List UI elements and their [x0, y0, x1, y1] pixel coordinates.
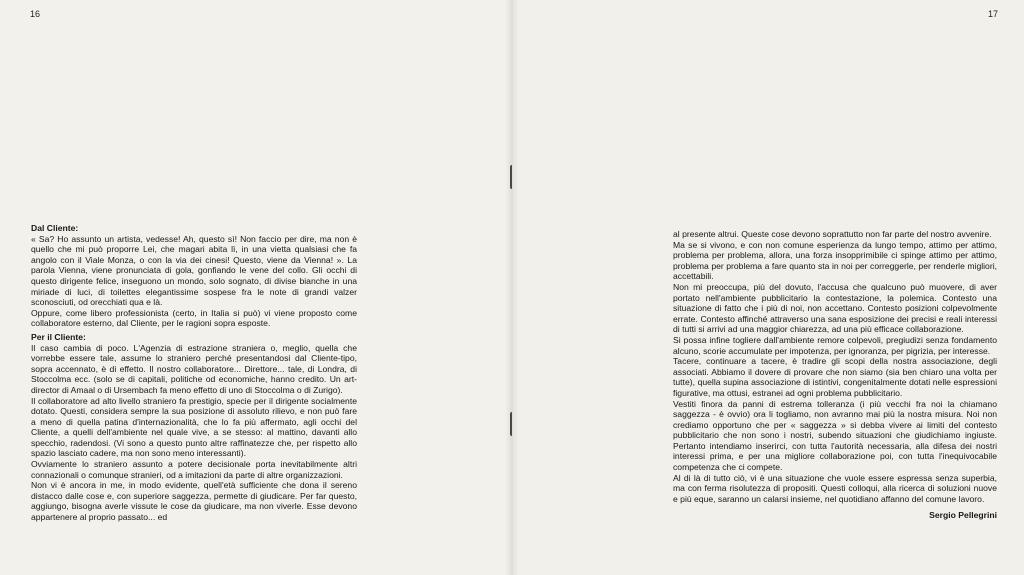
page-number-right: 17 [988, 9, 999, 19]
paragraph: Il caso cambia di poco. L'Agenzia di estrazione straniera o, meglio, quella che vorrebbe essere tale, assume lo straniero perché presentandosi dal Cliente-tipo, sopra accennato, è di effetto. Il nostro collaboratore... Direttore... tale, di Londra, di Stoccolma ecc. (solo se di capitali, politiche od economiche, hanno credito. Un art-director di Amaal o di Ursembach fa meno effetto di uno di Stoccolma o di Zurigo). [31, 342, 357, 395]
spine-gutter [505, 0, 519, 575]
paragraph: al presente altrui. Queste cose devono soprattutto non far parte del nostro avvenire. [673, 229, 992, 239]
heading-per-il-cliente: Per il Cliente: [31, 331, 86, 342]
author-signature: Sergio Pellegrini [929, 510, 997, 521]
paragraph: Tacere, continuare a tacere, è tradire gli scopi della nostra associazione, degli associati. Abbiamo il dovere di provare che non siamo (sia ben chiaro una volta per tutte), quella supina associazione di istintivi, congenitalmente dotati nelle espressioni figurative, ma ottusi, estranei ad ogni problema pubblicitario. [673, 356, 997, 398]
paragraph: Oppure, come libero professionista (certo, in Italia si può) vi viene proposto come collaboratore esterno, dal Cliente, per le ragioni sopra esposte. [31, 307, 357, 329]
page-number-left: 16 [30, 9, 41, 19]
paragraph: Ovviamente lo straniero assunto a potere decisionale porta inevitabilmente altri connazionali o comunque stranieri, od a imitazioni da parte di altre organizzazioni. [31, 459, 357, 480]
paragraph: Non vi è ancora in me, in modo evidente, quell'età sufficiente che dona il sereno distacco dalle cose e, con superiore saggezza, permette di giudicare. Per far questo, aggiungo, bisogna averle vissute le cose da giudicare, ma non viverle. Esse devono appartenere al proprio passato... ed [31, 480, 357, 523]
paragraph: « Sa? Ho assunto un artista, vedesse! Ah, questo sì! Non faccio per dire, ma non è quello che mi può proporre Lei, che magari abita lì, in una vietta qualsiasi che fa angolo con il Viale Monza, o con la via dei cinesi! Questo, viene da Vienna! ». La parola Vienna, viene pronunciata di gola, gonfiando le vene del collo. Gli occhi di questo dirigente felice, inseguono un mondo, solo sognato, di divise bianche in una miriade di luci, di toilettes elegantissime sospese fra le note di grandi valzer sconosciuti, od orecchiati qua e là. [31, 233, 357, 308]
staple-top [510, 165, 515, 189]
paragraph: Vestiti finora da panni di estrema tolleranza (i più vecchi fra noi la chiamano saggezza - è ovvio) ora li togliamo, non avranno mai più la nostra misura. Noi non crediamo opportuno che per « saggezza » si debba vivere ai limiti del contesto pubblicitario che non sono i nostri, subendo situazioni che giudichiamo ingiuste. Pertanto intendiamo inserirci, con tutta l'autorità necessaria, alla difesa dei nostri interessi prima, e per una migliore collaborazione poi, con tutta l'inequivocabile competenza che ci compete. [673, 398, 997, 473]
paragraph: Ma se si vivono, e con non comune esperienza da lungo tempo, attimo per attimo, problema per problema, allora, una forza insopprimibile ci spinge attimo per attimo, problema per problema a fare quanto sta in noi per correggerle, per renderle migliori, accettabili. [673, 239, 997, 282]
left-text-column [31, 223, 357, 523]
right-text-column [673, 229, 997, 521]
heading-dal-cliente: Dal Cliente: [31, 223, 79, 233]
staple-bottom [510, 412, 515, 436]
paragraph: Non mi preoccupa, più del dovuto, l'accusa che qualcuno può muovere, di aver portato nell'ambiente pubblicitario la contestazione, la polemica. Contesto una situazione di fatto che i più di noi, non accettano. Contesto posizioni colpevolmente errate. Contesto affinché attraverso una sana esposizione dei precisi e reali interessi di tutti si arrivi ad una maggior chiarezza, ad una più efficace collaborazione. [673, 281, 997, 335]
paragraph: Al di là di tutto ciò, vi è una situazione che vuole essere espressa senza superbia, ma con ferma risolutezza di propositi. Questi colloqui, alla ricerca di soluzioni nuove e più eque, saranno un calarsi insieme, nel quotidiano affanno del comune lavoro. [673, 472, 997, 504]
paragraph: Si possa infine togliere dall'ambiente remore colpevoli, pregiudizi senza fondamento alcuno, scorie accumulate per impotenza, per ignoranza, per pigrizia, per interesse. [673, 334, 997, 356]
paragraph: Il collaboratore ad alto livello straniero fa prestigio, specie per il dirigente socialmente dotato. Questi, considera sempre la sua posizione di assoluto rilievo, e non può fare a meno di quella patina d'internazionalità, che lo fa più affermato, agli occhi del Cliente, a quelli dell'ambiente nel quale vive, a se stesso: al mattino, davanti allo specchio, radendosi. (Vi sono a questo punto altre raffinatezze che, per rispetto allo spazio lasciato cadere, ma non sono meno interessanti). [31, 395, 357, 459]
